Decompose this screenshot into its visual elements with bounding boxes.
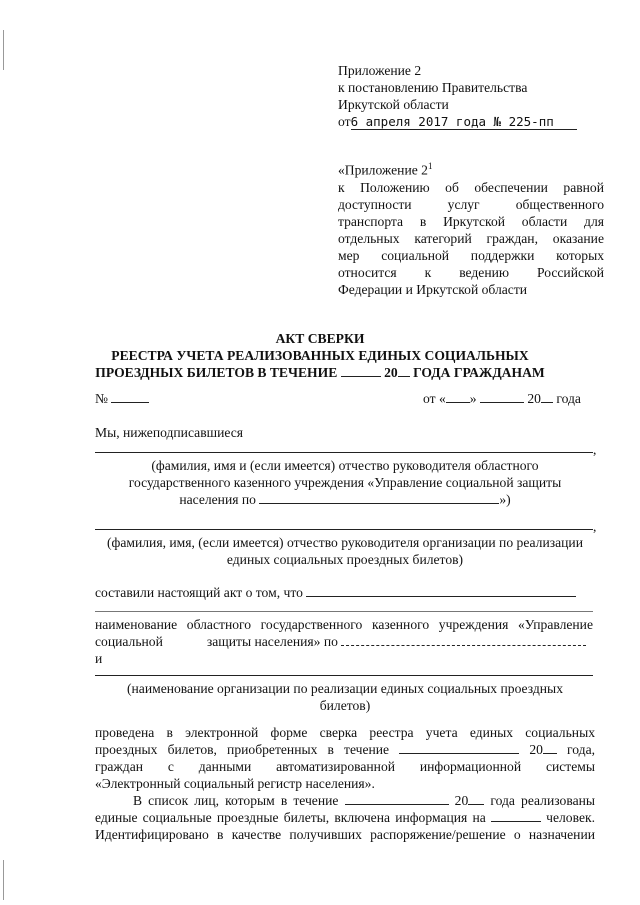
appendix-line: к Положению об обеспечении равной	[338, 179, 604, 195]
fill-line	[95, 675, 593, 676]
header-line3: Иркутской области	[338, 97, 449, 112]
header-line1: Приложение 2	[338, 63, 422, 78]
appendix-line: мер социальной поддержки которых	[338, 247, 604, 263]
comma: ,	[593, 519, 597, 534]
appendix-line: доступности услуг общественного	[338, 196, 604, 212]
act-title: АКТ СВЕРКИ РЕЕСТРА УЧЕТА РЕАЛИЗОВАННЫХ ЕДИНЫХ СОЦИАЛЬНЫХ ПРОЕЗДНЫХ БИЛЕТОВ В ТЕЧЕНИЕ 20 ГОДА ГРАЖДАНАМ	[95, 331, 545, 380]
act-date: от « » 20 года	[423, 391, 581, 406]
caption-head-org: (фамилия, имя, (если имеется) отчество руководителя организации по реализации единых социальных проездных билетов)	[107, 535, 583, 567]
appendix-title: «Приложение $2^1$	[338, 161, 433, 178]
header-line2: к постановлению Правительства	[338, 80, 528, 95]
paragraph-2: В список лиц, которым в течение 20 года реализованы единые социальные проездные билеты, включена информация на человек. Идентифицировано в качестве получивших распоряжение/решение о назначении	[95, 793, 596, 842]
appendix-line: относится к ведению Российской	[338, 264, 604, 280]
we-signed: Мы, нижеподписавшиеся	[95, 425, 244, 440]
paragraph-1: проведена в электронной форме сверка реестра учета единых социальных проездных билетов, приобретенных в течение 20 года, граждан с данными автоматизированной информационной системы «Электронный социальный регистр населения».	[95, 725, 596, 791]
handwritten-date: 6 апреля 2017 года № 225-пп	[351, 114, 577, 130]
appendix-line: отдельных категорий граждан, оказание	[338, 230, 604, 246]
appendix-line: Федерации и Иркутской области	[338, 281, 528, 297]
act-number: №	[95, 390, 149, 407]
appendix-line: транспорта в Иркутской области для	[338, 213, 604, 229]
caption-head-ogku: (фамилия, имя и (если имеется) отчество руководителя областного государственного казенного учреждения «Управление социальной защиты населения по »)	[128, 458, 562, 507]
fill-line	[95, 529, 593, 530]
fill-line	[95, 452, 593, 453]
header-block	[338, 62, 608, 130]
composed-line: составили настоящий акт о том, что	[95, 584, 593, 601]
fill-line	[95, 611, 593, 612]
scan-edge-mark	[3, 30, 4, 70]
appendix-block	[338, 158, 604, 298]
header-date: от6 апреля 2017 года № 225-пп	[338, 113, 608, 130]
comma: ,	[593, 442, 597, 457]
scan-edge-mark	[3, 860, 4, 900]
caption-org-name: (наименование организации по реализации единых социальных проездных билетов)	[126, 681, 563, 713]
institution-text: наименование областного государственного казенного учреждения «Управление социальной защиты населения» по и	[95, 617, 593, 666]
